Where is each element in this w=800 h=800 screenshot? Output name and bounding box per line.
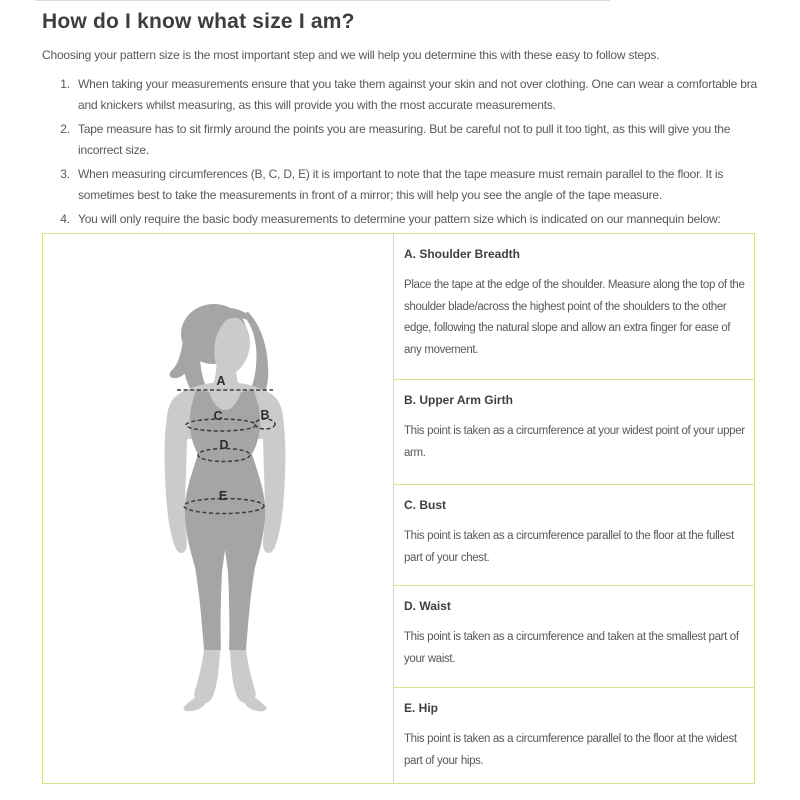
figure-label-b: B <box>259 408 270 422</box>
measurement-description: Place the tape at the edge of the shoulder. Measure along the top of the shoulder blade/across the highest point of the shoulders to the other edge, following the natural slope and allow an extra finger for ease of any movement. <box>404 279 745 356</box>
measurement-row-upper-arm <box>394 379 754 484</box>
mannequin-cell <box>43 234 394 783</box>
figure-label-d: D <box>218 438 229 452</box>
measurement-description: This point is taken as a circumference parallel to the floor at the fullest part of your chest. <box>404 530 734 564</box>
figure-label-c: C <box>212 409 223 423</box>
step-item-4: 4. You will only require the basic body measurements to determine your pattern size which is indicated on our mannequin below: <box>73 209 758 230</box>
measurement-description: This point is taken as a circumference parallel to the floor at the widest part of your hips. <box>404 733 737 767</box>
measurement-row-bust <box>394 484 754 585</box>
measurement-description: This point is taken as a circumference and taken at the smallest part of your waist. <box>404 631 739 665</box>
measurement-label: E. Hip <box>404 701 439 715</box>
step-item-2: 2. Tape measure has to sit firmly around the points you are measuring. But be careful not to pull it too tight, as this will give you the incorrect size. <box>73 119 758 161</box>
size-guide-table <box>42 233 755 784</box>
mannequin-illustration <box>44 234 393 783</box>
measurement-steps-list <box>42 74 758 230</box>
measurement-label: A. Shoulder Breadth <box>404 247 521 261</box>
step-item-1: 1. When taking your measurements ensure that you take them against your skin and not over clothing. One can wear a comfortable bra and knickers whilst measuring, as this will provide you with the most accurate measurements. <box>73 74 758 116</box>
figure-label-e: E <box>218 489 227 503</box>
figure-label-a: A <box>215 374 226 388</box>
page-title: How do I know what size I am? <box>42 10 355 33</box>
intro-text: Choosing your pattern size is the most important step and we will help you determine this with these easy to follow steps. <box>42 48 660 62</box>
size-guide-page <box>42 0 758 784</box>
measurement-description: This point is taken as a circumference at your widest point of your upper arm. <box>404 425 745 459</box>
top-divider <box>35 0 610 1</box>
step-item-3: 3. When measuring circumferences (B, C, D, E) it is important to note that the tape measure must remain parallel to the floor. It is sometimes best to take the measurements in front of a mirror; this will help you see the angle of the tape measure. <box>73 164 758 206</box>
measurement-label: D. Waist <box>404 599 451 613</box>
measurement-row-waist <box>394 585 754 687</box>
measurement-rows <box>394 234 754 783</box>
measurement-label: C. Bust <box>404 498 446 512</box>
measurement-row-hip <box>394 687 754 783</box>
measurement-row-shoulder <box>394 234 754 379</box>
measurement-label: B. Upper Arm Girth <box>404 393 513 407</box>
